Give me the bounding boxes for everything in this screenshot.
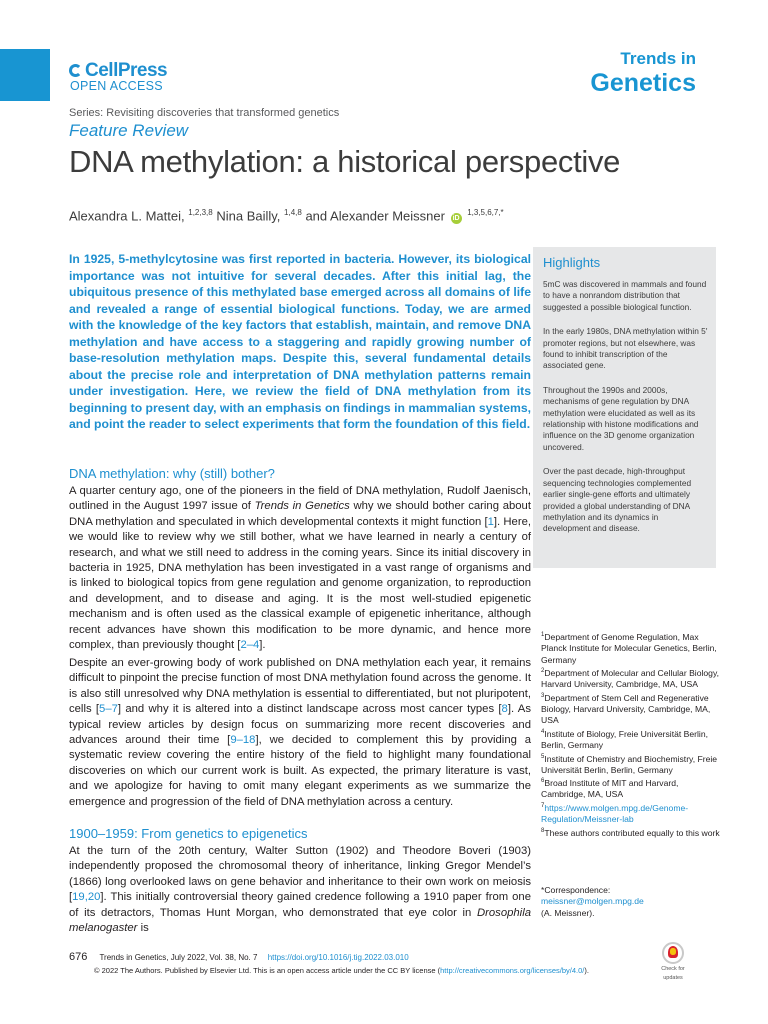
correspondence-name: (A. Meissner). — [541, 907, 595, 918]
journal-citation: Trends in Genetics, July 2022, Vol. 38, No. 7 — [99, 953, 258, 962]
reference-link[interactable]: 9–18 — [230, 734, 256, 747]
section-heading: DNA methylation: why (still) bother? — [69, 466, 275, 481]
lab-website-link[interactable]: https://www.molgen.mpg.de/Genome-Regulation/Meissner-lab — [541, 802, 689, 825]
highlights-title: Highlights — [543, 255, 601, 270]
text-run: ] and why it is altered into a distinct landscape across most cancer types [ — [117, 703, 502, 716]
affiliations — [541, 630, 721, 839]
reference-link[interactable]: 1 — [487, 515, 494, 528]
affiliation-number: 6 — [541, 778, 545, 785]
journal-name-line1: Trends in — [620, 49, 696, 68]
text-run: A quarter century ago, one of the pioneers in the field of DNA methylation, Rudolf Jaenisch, outlined in the August 1997 issue of — [69, 485, 531, 513]
cellpress-mark-icon — [69, 64, 82, 77]
affiliation-item — [541, 691, 721, 727]
journal-logo[interactable] — [590, 49, 696, 97]
author-affiliation-sup: 1,3,5,6,7,* — [467, 208, 504, 217]
affiliation-number: 3 — [541, 692, 545, 699]
highlight-item: 5mC was discovered in mammals and found to have a nonrandom distribution that suggested a possible biological function. — [543, 279, 707, 312]
publisher-name: CellPress — [85, 60, 168, 81]
affiliation-item — [541, 826, 721, 839]
text-run: is — [137, 922, 149, 935]
affiliation-text: These authors contributed equally to this work — [544, 827, 720, 838]
text-run: ]. As typical review articles by design focus on summarizing more recent discoveries and advances around their time [ — [69, 703, 531, 747]
affiliation-item — [541, 727, 721, 752]
affiliation-text: Broad Institute of MIT and Harvard, Cambridge, MA, USA — [541, 778, 679, 800]
affiliation-item — [541, 752, 721, 777]
affiliation-item — [541, 666, 721, 691]
license-statement — [94, 966, 589, 975]
species-name-italic: Drosophila melanogaster — [69, 906, 531, 935]
text-run: ]. Here, we would like to review why we still bother, what we have learned in nearly a century of research, and what we still need to address in the coming years. Since its initial discovery in bacteria in 1925, DNA methylation has been investigated in a vast range of organisms and is linked to biological topics from gene regulation and genome organization, to reproduction and development, and to disease and aging. It is the most well-studied epigenetic mechanism and is often used as the classical example of epigenetic inheritance, although recent advances have shown this modification to be more dynamic, and hence more complex, than previously thought [ — [69, 515, 531, 652]
affiliation-number: 7 — [541, 802, 545, 809]
correspondence-label: *Correspondence: — [541, 885, 611, 895]
affiliation-number: 4 — [541, 728, 545, 735]
author-name[interactable]: Nina Bailly, — [216, 208, 281, 224]
text-run: Despite an ever-growing body of work published on DNA methylation each year, it remains difficult to pinpoint the precise function of most DNA methylation found across the genome. It is also still unresolved why DNA methylation is essential to differentiated, but not pluripotent, cells [ — [69, 657, 531, 716]
journal-color-tab — [0, 49, 50, 101]
crossmark-icon — [662, 942, 684, 964]
affiliation-number: 5 — [541, 753, 545, 760]
page-footer — [69, 951, 409, 963]
license-text: ). — [584, 966, 589, 975]
highlight-item: Over the past decade, high-throughput sequencing technologies complemented earlier single-gene efforts and ultimately provided a global understanding of DNA methylation and its dynamics in development and disease. — [543, 466, 692, 534]
text-run: why we should bother caring about DNA methylation and speculated in which developmental contexts it might function [ — [69, 500, 531, 528]
correspondence-email-link[interactable]: meissner@molgen.mpg.de — [541, 896, 644, 907]
text-run: ]. This initially controversial theory gained credence following a 1910 paper from one of its detractors, Thomas Hunt Morgan, who demonstrated that eye color in — [69, 891, 531, 919]
orcid-icon[interactable]: iD — [452, 215, 460, 223]
reference-link[interactable]: 5–7 — [99, 703, 118, 716]
doi-link[interactable]: https://doi.org/10.1016/j.tig.2022.03.010 — [267, 953, 409, 962]
affiliation-item — [541, 776, 721, 801]
affiliation-number: 8 — [541, 827, 545, 834]
journal-name-italic: Trends in Genetics — [254, 500, 350, 513]
correspondence — [541, 885, 721, 919]
check-label-line2: updates — [663, 974, 683, 981]
journal-name-line2: Genetics — [590, 69, 696, 97]
page-number: 676 — [69, 951, 88, 963]
affiliation-text: Department of Molecular and Cellular Biology, Harvard University, Cambridge, MA, USA — [541, 667, 720, 690]
affiliation-text: Institute of Biology, Freie Universität Berlin, Berlin, Germany — [541, 728, 709, 751]
check-for-updates-button[interactable] — [653, 942, 693, 982]
highlight-item: Throughout the 1990s and 2000s, mechanisms of gene regulation by DNA methylation were elucidated as well as its relationship with histone modifications and influence on the 3D genome organization uncovered. — [543, 384, 699, 452]
check-label-line1: Check for — [661, 966, 685, 972]
reference-link[interactable]: 2–4 — [240, 639, 260, 652]
highlight-item: In the early 1980s, DNA methylation within 5′ promoter regions, but not elsewhere, was found to inhibit transcription of the associated gene. — [543, 326, 708, 371]
license-link[interactable]: http://creativecommons.org/licenses/by/4.0/ — [440, 966, 585, 975]
affiliation-item — [541, 630, 721, 666]
open-access-label: OPEN ACCESS — [70, 79, 163, 93]
author-name[interactable]: Alexandra L. Mattei, — [69, 208, 185, 224]
article-type: Feature Review — [69, 121, 189, 140]
affiliation-text: Department of Genome Regulation, Max Planck Institute for Molecular Genetics, Berlin, Germany — [541, 631, 717, 665]
article-title: DNA methylation: a historical perspective — [69, 144, 621, 179]
highlights-box — [533, 247, 716, 568]
affiliation-text: Department of Stem Cell and Regenerative Biology, Harvard University, Cambridge, MA, USA — [541, 692, 711, 726]
abstract: In 1925, 5-methylcytosine was first reported in bacteria. However, its biological importance was not intuitive for several decades. After this initial lag, the ubiquitous presence of this methylated base emerged across all domains of life and revealed a range of essential biological functions. Today, we are armed with the knowledge of the key factors that establish, maintain, and remove DNA methylation and have access to a staggering and rapidly growing number of base-resolution methylation maps. Despite this, several fundamental details about the precise role and interpretation of DNA methylation patterns remain under investigation. Here, we review the field of DNA methylation from its beginning to present day, with an emphasis on findings in mammalian systems, and point the reader to select experiments that form the foundation of this field. — [69, 252, 531, 431]
body-paragraph — [69, 484, 531, 653]
affiliation-number: 2 — [541, 668, 545, 675]
author-affiliation-sup: 1,2,3,8 — [188, 208, 213, 217]
text-run: ], we decided to complement this by providing a systematic review covering the entire history of the field to highlight many foundational discoveries on which our current work is built. As expected, the primary literature is vast, and we apologize for having to omit many elegant experiments as we summarize the emergence and progression of the field of DNA methylation across a century. — [69, 734, 532, 808]
author-affiliation-sup: 1,4,8 — [284, 208, 302, 217]
affiliation-number: 1 — [541, 632, 545, 638]
reference-link[interactable]: 8 — [501, 703, 508, 716]
section-heading: 1900–1959: From genetics to epigenetics — [69, 826, 308, 841]
author-list — [69, 208, 504, 224]
body-paragraph — [69, 844, 531, 936]
body-paragraph — [69, 656, 531, 810]
license-text: © 2022 The Authors. Published by Elsevier Ltd. This is an open access article under the CC BY license ( — [94, 966, 441, 975]
series-label: Series: Revisiting discoveries that transformed genetics — [69, 107, 340, 119]
text-run: At the turn of the 20th century, Walter Sutton (1902) and Theodore Boveri (1903) independently proposed the chromosomal theory of inheritance, linking Gregor Mendel’s (1866) long overlooked laws on gene behavior and inheritance to their own work on meiosis [ — [69, 845, 531, 904]
reference-link[interactable]: 19,20 — [72, 891, 101, 904]
author-name[interactable]: and Alexander Meissner — [305, 208, 445, 224]
affiliation-item — [541, 801, 721, 826]
text-run: ]. — [259, 639, 266, 652]
cellpress-logo[interactable] — [69, 61, 167, 93]
affiliation-text: Institute of Chemistry and Biochemistry, Freie Universität Berlin, Berlin, Germany — [541, 753, 718, 775]
